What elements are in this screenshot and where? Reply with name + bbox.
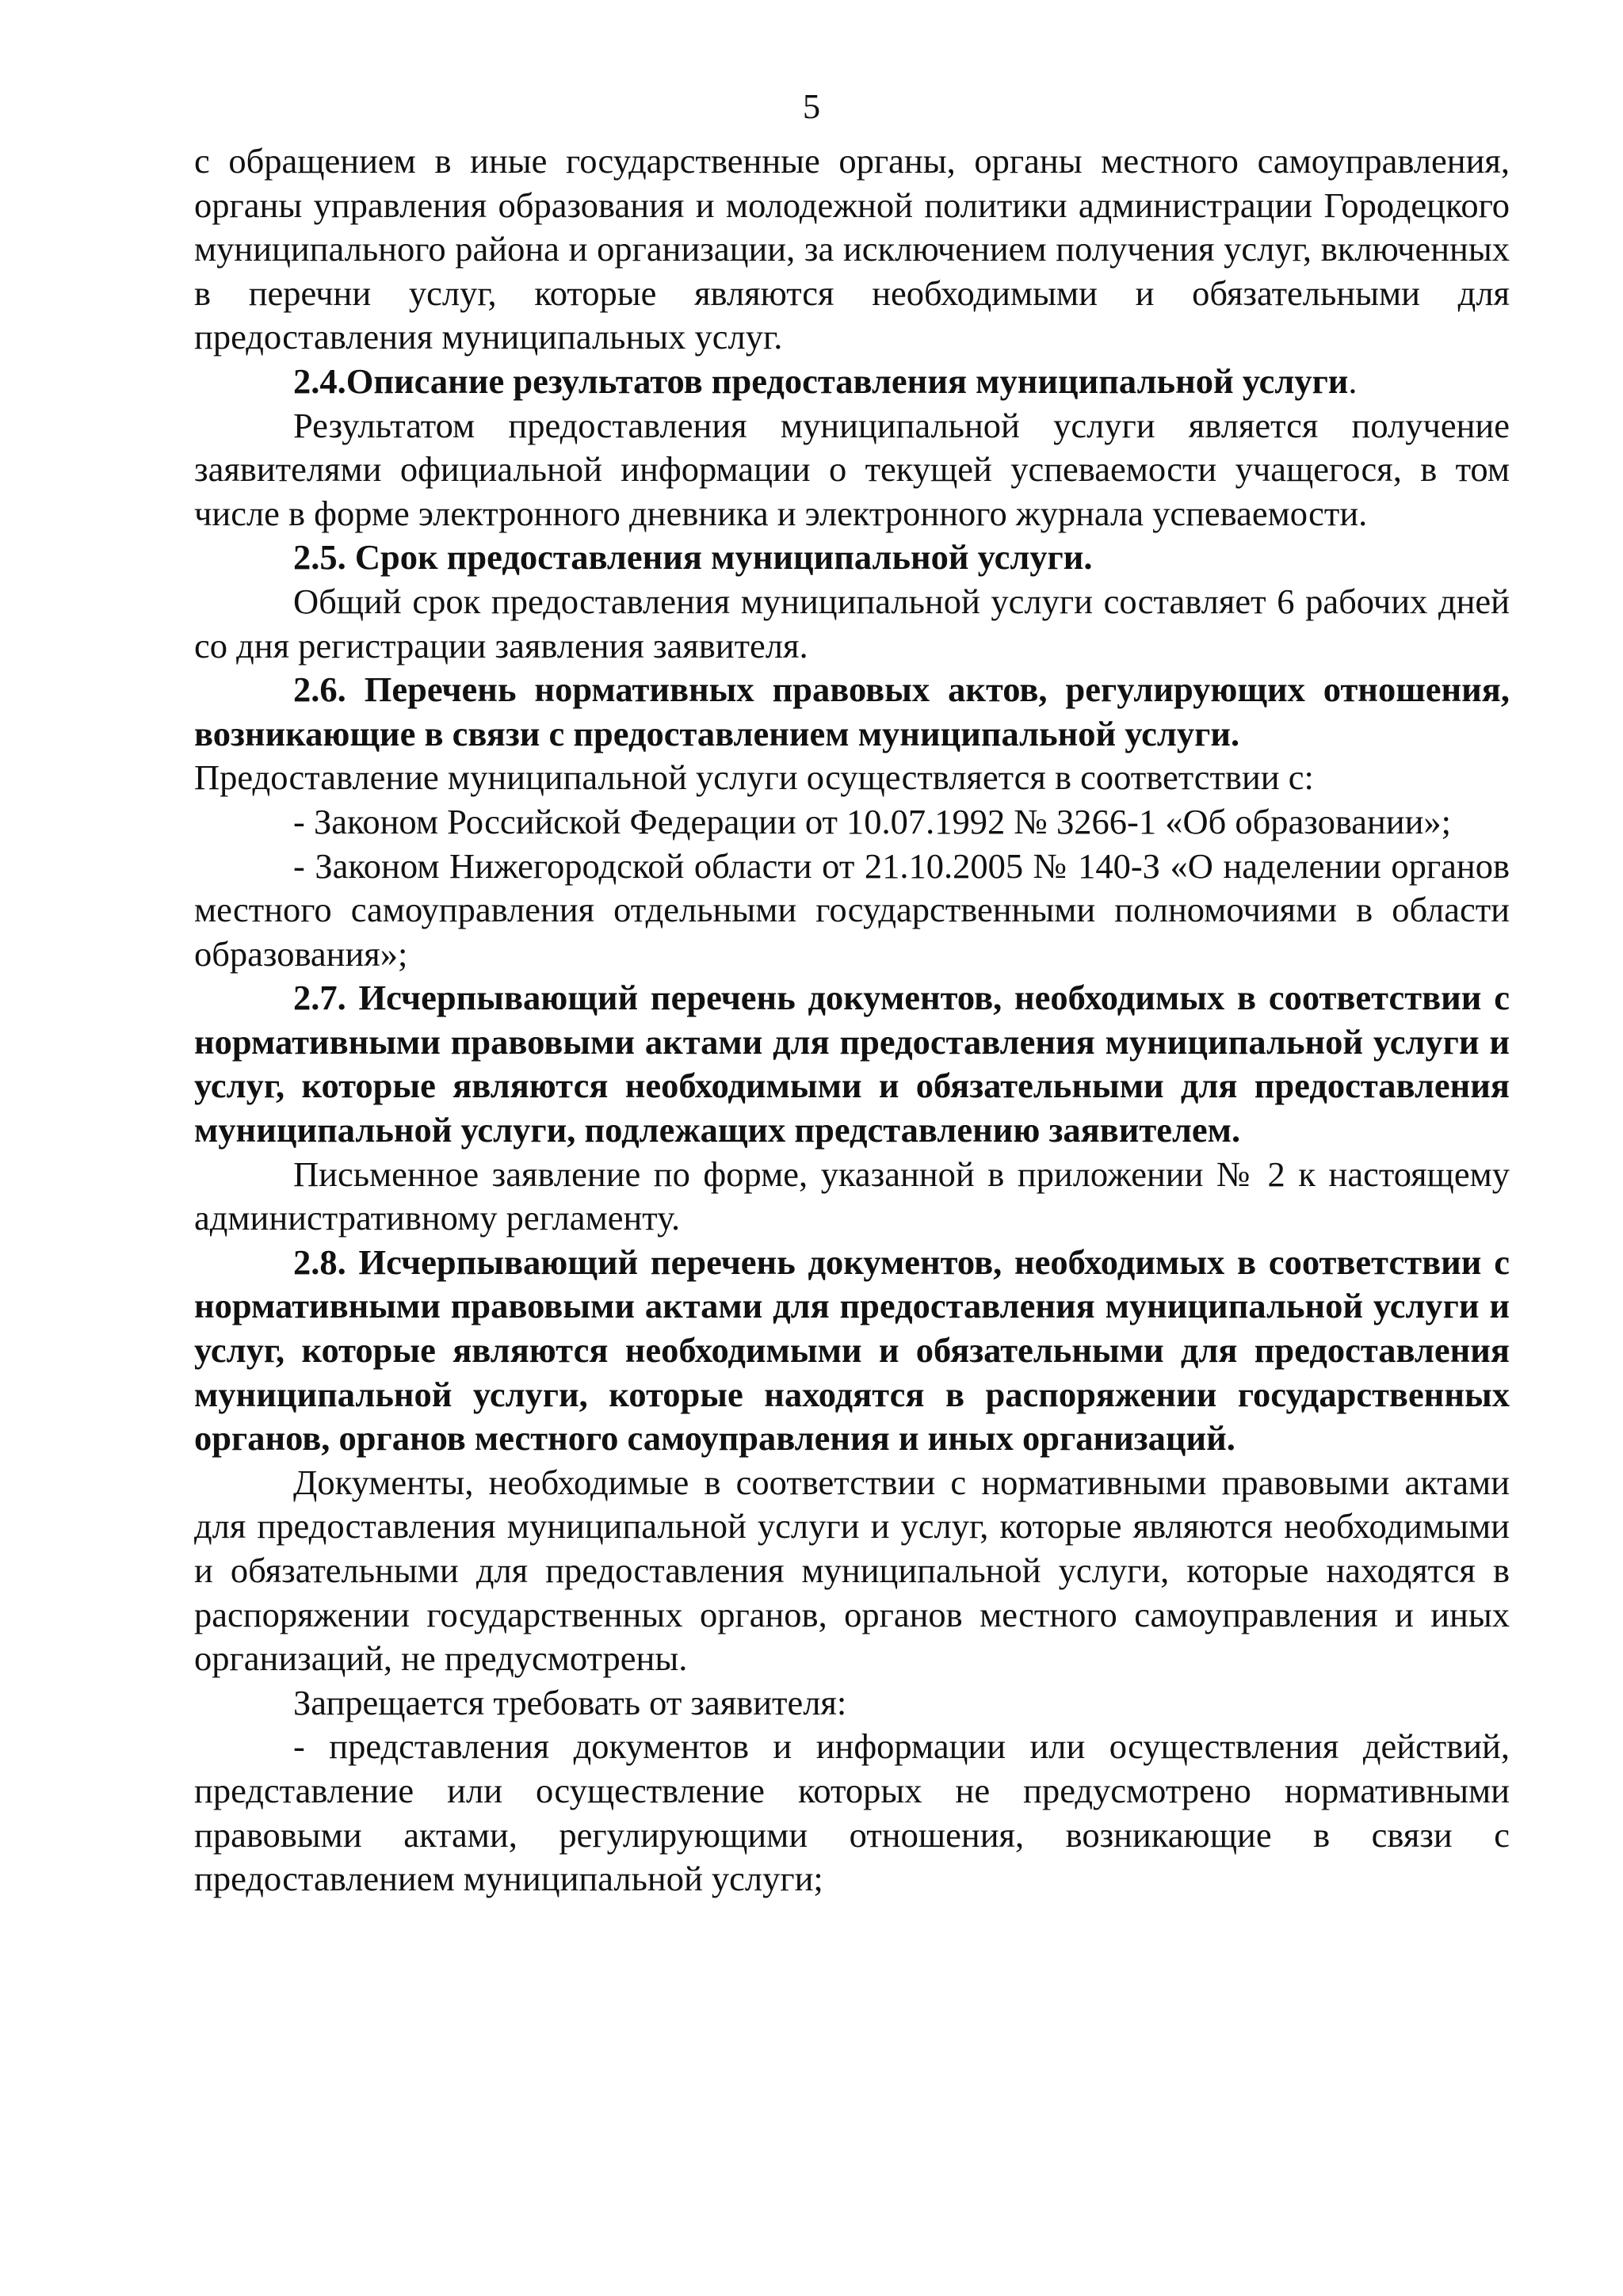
paragraph-written-application: Письменное заявление по форме, указанной в приложении № 2 к настоящему административному регламенту. <box>194 1154 1510 1238</box>
list-item-federal-law: - Законом Российской Федерации от 10.07.1992 № 3266-1 «Об образовании»; <box>293 801 1452 841</box>
paragraph-prohibited: Запрещается требовать от заявителя: <box>293 1682 847 1722</box>
list-item-prohibition: - представления документов и информации или осуществления действий, представление или осуществление которых не предусмотрено нормативными правовыми актами, регулирующими отношения, возникающие в связи с предоставлением муниципальной услуги; <box>194 1726 1510 1899</box>
section-heading-2-4-text: 2.4.Описание результатов предоставления муниципальной услуги <box>293 360 1349 401</box>
section-heading-2-7: 2.7. Исчерпывающий перечень документов, необходимых в соответствии с нормативными правовыми актами для предоставления муниципальной услуги и услуг, которые являются необходимыми и обязательными для предоставления муниципальной услуги, подлежащих представлению заявителем. <box>194 978 1510 1150</box>
paragraph-documents: Документы, необходимые в соответствии с нормативными правовыми актами для предоставления муниципальной услуги и услуг, которые являются необходимыми и обязательными для предоставления муниципальной услуги, которые находятся в распоряжении государственных органов, органов местного самоуправления и иных организаций, не предусмотрены. <box>194 1462 1510 1679</box>
section-heading-2-8: 2.8. Исчерпывающий перечень документов, необходимых в соответствии с нормативными правовыми актами для предоставления муниципальной услуги и услуг, которые являются необходимыми и обязательными для предоставления муниципальной услуги, которые находятся в распоряжении государственных органов, органов местного самоуправления и иных организаций. <box>194 1241 1510 1459</box>
paragraph-term: Общий срок предоставления муниципальной услуги составляет 6 рабочих дней со дня регистрации заявления заявителя. <box>194 581 1510 666</box>
section-heading-2-5: 2.5. Срок предоставления муниципальной услуги. <box>293 537 1093 578</box>
section-heading-2-4 <box>194 360 1510 404</box>
paragraph-provision-basis: Предоставление муниципальной услуги осуществляется в соответствии с: <box>194 757 1314 798</box>
section-heading-2-4-period: . <box>1348 360 1358 401</box>
paragraph-continuation: с обращением в иные государственные органы, органы местного самоуправления, органы управления образования и молодежной политики администрации Городецкого муниципального района и организации, за исключением получения услуг, включенных в перечни услуг, которые являются необходимыми и обязательными для предоставления муниципальных услуг. <box>194 141 1510 357</box>
paragraph-result: Результатом предоставления муниципальной услуги является получение заявителями официальной информации о текущей успеваемости учащегося, в том числе в форме электронного дневника и электронного журнала успеваемости. <box>194 405 1510 533</box>
page-number: 5 <box>802 86 821 126</box>
document-page <box>194 86 1510 1901</box>
section-heading-2-6: 2.6. Перечень нормативных правовых актов, регулирующих отношения, возникающие в связи с предоставлением муниципальной услуги. <box>194 669 1510 753</box>
document-body <box>194 93 1510 1901</box>
list-item-regional-law: - Законом Нижегородской области от 21.10.2005 № 140-З «О наделении органов местного самоуправления отдельными государственными полномочиями в области образования»; <box>194 845 1510 974</box>
